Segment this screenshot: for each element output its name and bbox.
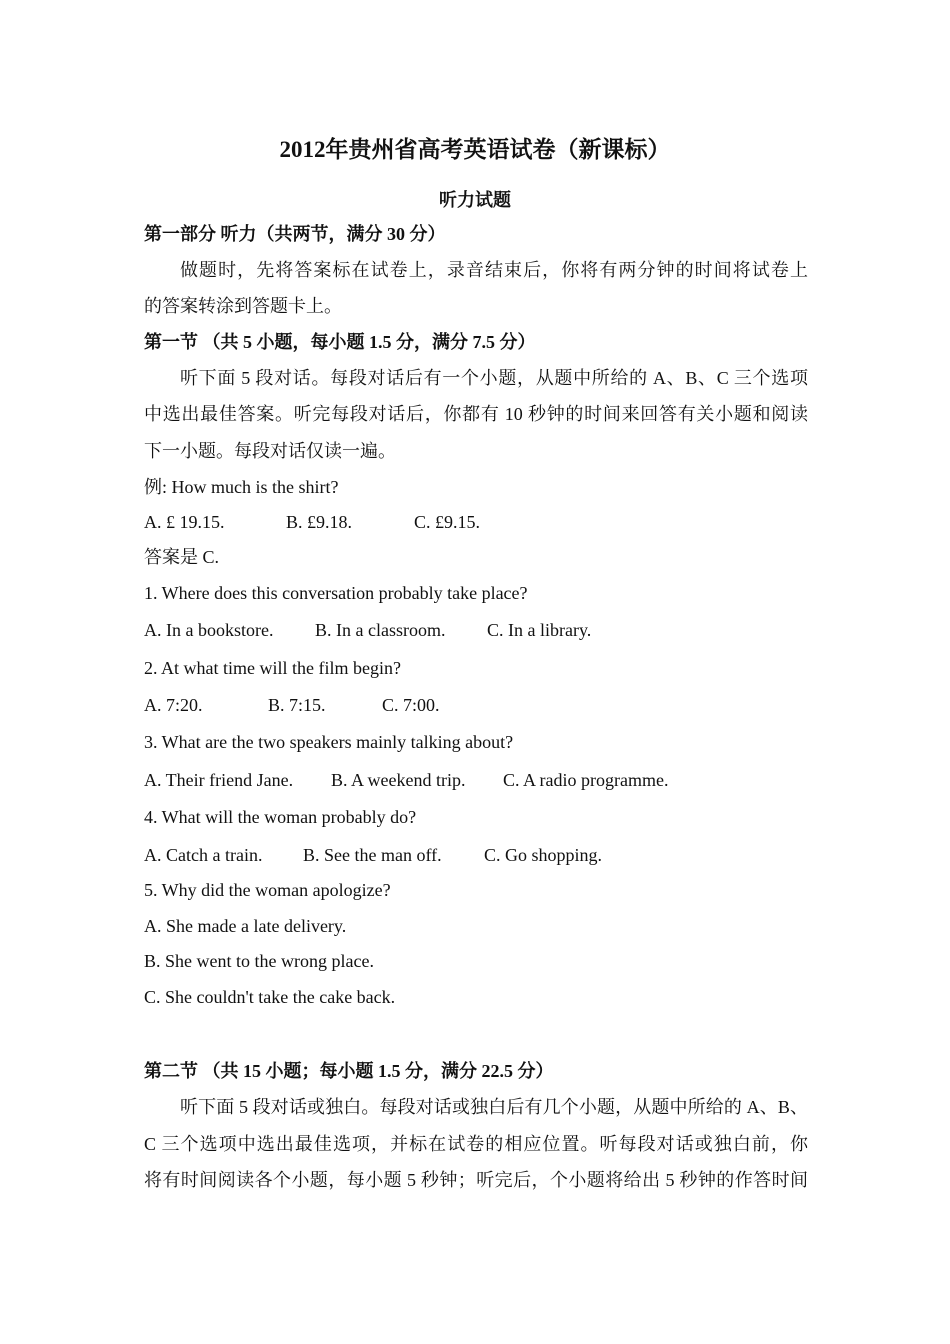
question-2: 2. At what time will the film begin? (144, 658, 401, 678)
option-a: A. Catch a train. (144, 845, 263, 865)
option-b: B. See the man off. (303, 845, 442, 865)
section1-instruction-line-1: 听下面 5 段对话。每段对话后有一个小题，从题中所给的 A、B、C 三个选项 (180, 368, 808, 388)
section2-instruction-line-3: 将有时间阅读各个小题，每小题 5 秒钟；听完后，个小题将给出 5 秒钟的作答时间 (144, 1170, 808, 1190)
question-4-options (144, 842, 808, 868)
option-a: A. £ 19.15. (144, 512, 225, 532)
question-5-option-b: B. She went to the wrong place. (144, 951, 374, 971)
question-3-options (144, 767, 808, 793)
question-5: 5. Why did the woman apologize? (144, 880, 391, 900)
part1-heading: 第一部分 听力（共两节，满分 30 分） (144, 224, 446, 244)
question-5-option-c: C. She couldn't take the cake back. (144, 987, 396, 1007)
section1-heading: 第一节 （共 5 小题，每小题 1.5 分，满分 7.5 分） (144, 332, 536, 352)
question-5-option-a: A. She made a late delivery. (144, 916, 347, 936)
section1-instruction-line-3: 下一小题。每段对话仅读一遍。 (144, 441, 396, 461)
section2-heading: 第二节 （共 15 小题；每小题 1.5 分，满分 22.5 分） (144, 1061, 554, 1081)
question-3: 3. What are the two speakers mainly talking about? (144, 732, 514, 752)
option-a: A. In a bookstore. (144, 620, 274, 640)
example-question: 例: How much is the shirt? (144, 477, 339, 497)
option-b: B. In a classroom. (315, 620, 446, 640)
section1-instruction-line-2: 中选出最佳答案。听完每段对话后，你都有 10 秒钟的时间来回答有关小题和阅读 (144, 404, 808, 424)
option-c: C. 7:00. (382, 695, 440, 715)
section2-instruction-line-2: C 三个选项中选出最佳选项，并标在试卷的相应位置。听每段对话或独白前，你 (144, 1134, 808, 1154)
option-b: B. A weekend trip. (331, 770, 466, 790)
listening-subtitle: 听力试题 (439, 190, 511, 210)
option-a: A. 7:20. (144, 695, 203, 715)
example-answer: 答案是 C. (144, 547, 220, 567)
question-1-options (144, 617, 808, 643)
option-a: A. Their friend Jane. (144, 770, 294, 790)
option-b: B. £9.18. (286, 512, 353, 532)
example-options (144, 509, 808, 535)
question-1: 1. Where does this conversation probably take place? (144, 583, 528, 603)
option-c: C. Go shopping. (484, 845, 603, 865)
page-title: 2012年贵州省高考英语试卷（新课标） (279, 137, 671, 162)
part1-instruction-line-1: 做题时，先将答案标在试卷上，录音结束后，你将有两分钟的时间将试卷上 (180, 260, 808, 280)
option-c: C. £9.15. (414, 512, 481, 532)
question-4: 4. What will the woman probably do? (144, 807, 417, 827)
part1-instruction-line-2: 的答案转涂到答题卡上。 (144, 296, 342, 316)
option-c: C. A radio programme. (503, 770, 669, 790)
section2-instruction-line-1: 听下面 5 段对话或独白。每段对话或独白后有几个小题，从题中所给的 A、B、 (180, 1097, 808, 1117)
option-c: C. In a library. (487, 620, 592, 640)
question-2-options (144, 692, 808, 718)
option-b: B. 7:15. (268, 695, 326, 715)
